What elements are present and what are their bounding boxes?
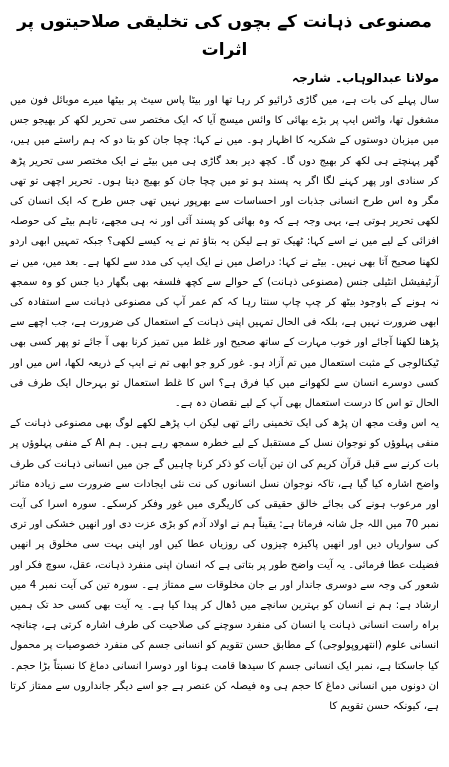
article-paragraph: سال پہلے کی بات ہے، میں گاڑی ڈرائیو کر رہا تھا اور بیٹا پاس سیٹ پر بیٹھا میرے موبائل فون میں مشغول تھا، واٹس ایپ پر بڑے بھائی کا وائس میسج آیا کہ ایک مختصر سی تحریر لکھ کر بھیجو جس میں میزبان دوستوں کے شکریہ کا اظہار ہو۔ میں نے کہا: چچا جان کو بتا دو کہ ہم راستے میں ہیں، گھر پہنچتے ہی لکھ کر بھیج دوں گا۔ کچھ دیر بعد گاڑی ہی میں بیٹے نے ایک مختصر سی تحریر پڑھ کر سنادی اور پھر کہنے لگا اگر یہ پسند ہو تو میں چچا جان کو بھیج دیتا ہوں۔ تحریر اچھی تو تھی مگر وہ اس طرح انسانی جذبات اور احساسات سے بھرپور نہیں تھی جس طرح کہ ایک انسان کی لکھی تحریر ہوتی ہے، یہی وجہ ہے کہ وہ بھائی کو پسند آئی اور نہ ہی مجھے، تاہم بیٹے کی حوصلہ افزائی کے لیے میں نے اسے کہا: ٹھیک تو ہے لیکن یہ بتاؤ تم نے یہ کیسے لکھی؟ جبکہ تمہیں ابھی اردو لکھنا صحیح آتا بھی نہیں۔ بیٹے نے کہا: دراصل میں نے ایک ایپ کی مدد سے لکھا ہے۔ بعد میں، میں نے آرٹیفیشل انٹیلی جنس (مصنوعی ذہانت) کے حوالے سے کچھ فلسفہ بھی بگھار دیا جس کو وہ سمجھ نہ ہونے کے باوجود بیٹھ کر چپ چاپ سنتا رہا کہ کم عمر آپ کی مصنوعی ذہانت سے استفادہ کی ابھی ضرورت نہیں ہے، بلکہ فی الحال تمہیں اپنی ذہانت کے استعمال کی ضرورت ہے، جب اچھے سے پڑھنا لکھنا آجائے اور خوب مہارت کے ساتھ صحیح اور غلط میں تمیز کرنا بھی آ جائے تو پھر کسی بھی ٹیکنالوجی کے مثبت استعمال میں تم آزاد ہو۔ غور کرو جو ابھی تم نے ایپ کے ذریعہ لکھا، اس میں اور کسی دوسرے انسان سے لکھوانے میں کیا فرق ہے؟ اس کا غلط استعمال تو بہرحال ایک طرف فی الحال تو اس کا درست استعمال بھی آپ کے لیے نقصان دہ ہے۔ [10,95,439,410]
article-body [10,91,439,717]
article-byline: مولانا عبدالوہاب۔ شارجہ [292,71,439,85]
article-headline: مصنوعی ذہانت کے بچوں کی تخلیقی صلاحیتوں پر اثرات [17,12,432,60]
article-paragraph: یہ اس وقت مجھ ان پڑھ کی ایک تخمینی رائے تھی لیکن اب پڑھے لکھے لوگ بھی مصنوعی ذہانت کے منفی پہلوؤں کو نوجوان نسل کے مستقبل کے لیے خطرہ سمجھ رہے ہیں۔ ہم AI کے منفی پہلوؤں پر بات کرنے سے قبل قرآن کریم کی ان تین آیات کو ذکر کرنا چاہیں گے جن میں انسانی ذہانت کی طرف واضح اشارہ کیا گیا ہے، تاکہ نوجوان نسل انسانوں کی نت نئی ایجادات سے ضرورت سے زیادہ متاثر اور مرعوب ہونے کی بجائے خالق حقیقی کی کاریگری میں غور وفکر کرسکے۔ سورہ اسرا کی آیت نمبر 70 میں اللہ جل شانہ فرماتا ہے: یقیناً ہم نے اولاد آدم کو بڑی عزت دی اور انھیں خشکی اور تری کی سواریاں دیں اور انھیں پاکیزہ چیزوں کی روزیاں عطا کیں اور اپنی بہت سی مخلوق پر انھیں فضیلت عطا فرمائی۔ یہ آیت واضح طور پر بتاتی ہے کہ انسان اپنی منفرد ذہانت، عقل، سوچ فکر اور شعور کی وجہ سے دوسری جاندار اور بے جان مخلوقات سے ممتاز ہے۔ سورہ تین کی آیت نمبر 4 میں ارشاد ہے: ہم نے انسان کو بہترین سانچے میں ڈھال کر پیدا کیا ہے۔ یہ آیت بھی کسی حد تک ہمیں براہ راست انسانی ذہانت یا انسان کی منفرد سوچنے کی صلاحیت کی طرف اشارہ کرتی ہے، چنانچہ انسانی علوم (انتھروپولوجی) کے مطابق حسن تقویم کو انسانی جسم کی منفرد خصوصیات پر محمول کیا جاسکتا ہے، نمبر ایک انسانی جسم کا سیدھا قامت ہونا اور دوسرا انسانی دماغ کا نسبتاً بڑا حجم۔ ان دونوں میں انسانی دماغ کا حجم ہی وہ فیصلہ کن عنصر ہے جو اسے دیگر جانداروں سے ممتاز کرتا ہے، کیونکہ حسن تقویم کا [10,418,440,713]
